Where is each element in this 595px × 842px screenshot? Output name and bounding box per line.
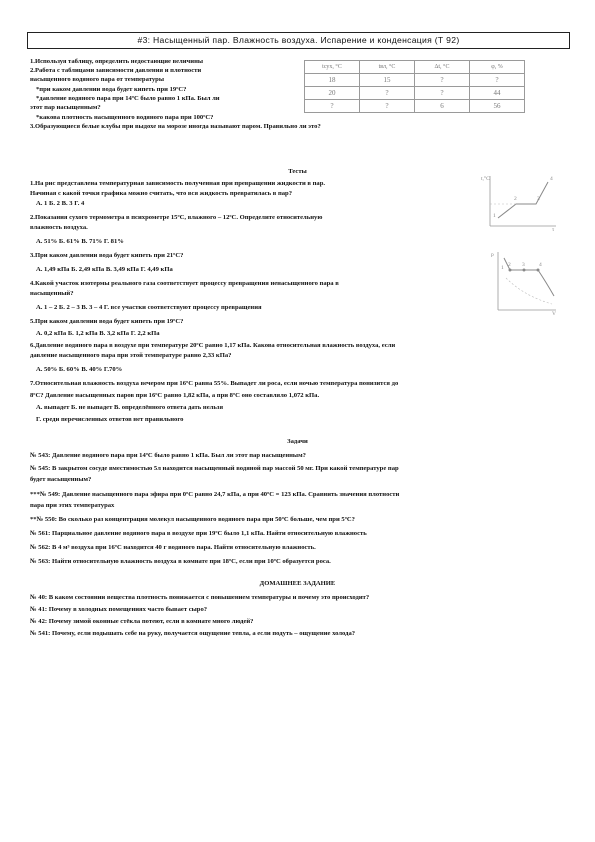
table-cell: ? [305,100,360,113]
task-item [30,502,114,511]
task-text: пара при этих температурах [30,502,115,509]
table-row [305,100,525,113]
point-marker [537,269,540,272]
task-text: будет насыщенным? [30,476,92,483]
table-cell: 6 [415,100,470,113]
test-6-options: А. 50% Б. 60% В. 40% Г.70% [36,366,123,373]
isotherm-curve [504,258,554,296]
axis-label-y: p [491,252,494,258]
test-4-line-1: 4.Какой участок изотермы реального газа соответствует процессу превращения ненасыщенного пара в [30,280,339,287]
test-2-options: А. 51% Б. 61% В. 71% Г. 81% [36,238,124,245]
task-number: № 545: [30,465,51,472]
test-2-line-1: 2.Показания сухого термометра в психрометре 15ºС, влажного – 12ºС. Определите относительную [30,214,323,221]
point-marker [509,269,512,272]
table-header: tвл, °С [360,61,415,74]
point-label-1: 1 [501,265,504,271]
homework-item [30,618,253,627]
homework-text: В каком состоянии вещества плотность понижается с повышением температуры и почему это происходит? [47,594,370,601]
homework-text: Почему, если подышать себе на руку, получается ощущение тепла, а если подуть – ощущение холода? [50,630,356,637]
table-header: φ, % [470,61,525,74]
table-cell: ? [360,87,415,100]
task-item [30,544,316,553]
task-number: ***№ 549: [30,491,61,498]
point-marker [523,269,526,272]
homework-text: Почему в холодных помещениях часто бывает сыро? [47,606,208,613]
task-text: Парциальное давление водяного пара в воздухе при 19ºС было 1,1 кПа. Найти относительную влажность [50,530,367,537]
test-1-line-2: Начиная с какой точки графика можно считать, что вся жидкость превратилась в пар? [30,190,293,197]
test-3-line-1: 3.При каком давлении вода будет кипеть при 21ºС? [30,252,184,259]
homework-number: № 42: [30,618,48,625]
question-2-line-6: *какова плотность насыщенного водяного пара при 100ºС? [36,114,214,121]
question-2-line-4: *давление водяного пара при 14ºС было равно 1 кПа. Был ли [36,95,220,102]
test-3-options: А. 1,49 кПа Б. 2,49 кПа В. 3,49 кПа Г. 4,49 кПа [36,266,173,273]
table-cell: 15 [360,74,415,87]
tests-heading: Тесты [288,168,307,175]
question-1: 1.Используя таблицу, определить недостающие величины [30,58,204,65]
task-item [30,516,355,525]
task-item [30,491,399,500]
table-cell: ? [415,74,470,87]
point-label-2: 2 [514,196,517,202]
temperature-table [304,60,525,113]
point-label-1: 1 [493,213,496,219]
test-5-line-1: 5.При каком давлении вода будет кипеть при 19ºС? [30,318,184,325]
table-header: Δt, °С [415,61,470,74]
axis-label-x: V [552,311,556,316]
task-text: Найти относительную влажность воздуха в комнате при 18ºС, если при 10ºС образуется роса. [50,558,331,565]
task-item [30,452,306,461]
point-label-3: 3 [537,196,540,202]
question-2-line-3: *при каком давлении вода будет кипеть при 19ºС? [36,86,187,93]
task-number: № 562: [30,544,51,551]
point-label-4: 4 [550,176,553,182]
test-6-line-1: 6.Давление водяного пара в воздухе при температуре 20ºС равно 1,17 кПа. Какова относительная влажность воздуха, если [30,342,396,349]
test-1-options: А. 1 Б. 2 В. 3 Г. 4 [36,200,85,207]
axis-label-x: τ [552,227,555,232]
test-1-line-1: 1.На рис представлена температурная зависимость полученная при превращении жидкости в пар. [30,180,326,187]
table-cell: 18 [305,74,360,87]
temperature-graph [480,170,560,232]
test-4-line-2: насыщенный? [30,290,74,297]
test-7-line-2: 8ºС? Давление насыщенных паров при 16ºС равно 1,82 кПа, а при 8ºС оно составляло 1,072 кПа. [30,392,320,399]
heating-curve [498,182,548,218]
task-text: В 4 м³ воздуха при 16ºС находится 40 г водяного пара. Найти относительную влажность. [50,544,316,551]
axis-label-y: t,°C [481,176,490,182]
homework-heading: ДОМАШНЕЕ ЗАДАНИЕ [259,580,336,587]
question-3: 3.Образующиеся белые клубы при выдохе на морозе иногда называют паром. Правильно ли это? [30,123,321,130]
test-7-options-1: А. выпадет Б. не выпадет В. определённого ответа дать нельзя [36,404,224,411]
task-item [30,558,331,567]
question-2-line-1: 2.Работа с таблицами зависимости давления и плотности [30,67,202,74]
table-header: tсух, °С [305,61,360,74]
homework-number: № 541: [30,630,51,637]
tasks-heading: Задачи [287,438,308,445]
task-text: Давление насыщенного пара эфира при 0ºС равно 24,7 кПа, а при 40ºС = 123 кПа. Сравнить значения плотности [60,491,400,498]
task-item [30,530,367,539]
task-text: В закрытом сосуде вместимостью 5л находится насыщенный водяной пар массой 50 мг. При какой температуре пар [50,465,399,472]
homework-item [30,606,207,615]
test-6-line-2: давление насыщенного пара при этой температуре равно 2,33 кПа? [30,352,232,359]
point-label-4: 4 [539,262,542,268]
task-number: № 563: [30,558,51,565]
test-7-line-1: 7.Относительная влажность воздуха вечером при 16ºС равна 55%. Выпадет ли роса, если ночью температура понизится до [30,380,399,387]
task-number: **№ 550: [30,516,57,523]
task-number: № 561: [30,530,51,537]
task-item [30,476,91,485]
point-label-3: 3 [522,262,525,268]
homework-item [30,594,369,603]
table-header-row [305,61,525,74]
table-cell: ? [415,87,470,100]
test-2-line-2: влажность воздуха. [30,224,88,231]
page-title: #3: Насыщенный пар. Влажность воздуха. Испарение и конденсация (Т 92) [27,32,570,49]
task-number: № 543: [30,452,51,459]
homework-text: Почему зимой оконные стёкла потеют, если в комнате много людей? [47,618,254,625]
table-cell: 44 [470,87,525,100]
task-item [30,465,399,474]
homework-number: № 40: [30,594,48,601]
table-row [305,74,525,87]
question-2-line-2: насыщенного водяного пара от температуры [30,76,164,83]
test-4-options: А. 1 – 2 Б. 2 – 3 В. 3 – 4 Г. все участки соответствуют процессу превращения [36,304,262,311]
test-7-options-2: Г. среди перечисленных ответов нет правильного [36,416,184,423]
table-cell: ? [360,100,415,113]
task-text: Давление водяного пара при 14ºС было равно 1 кПа. Был ли этот пар насыщенным? [50,452,306,459]
point-label-2: 2 [508,262,511,268]
table-cell: ? [470,74,525,87]
table-cell: 20 [305,87,360,100]
table-row [305,87,525,100]
question-2-line-5: этот пар насыщенным? [30,104,101,111]
table-cell: 56 [470,100,525,113]
test-5-options: А. 0,2 кПа Б. 1,2 кПа В. 3,2 кПа Г. 2,2 кПа [36,330,160,337]
isotherm-graph [490,248,560,316]
homework-number: № 41: [30,606,48,613]
homework-item [30,630,355,639]
task-text: Во сколько раз концентрация молекул насыщенного водяного пара при 50ºС больше, чем при 5ºС? [56,516,355,523]
